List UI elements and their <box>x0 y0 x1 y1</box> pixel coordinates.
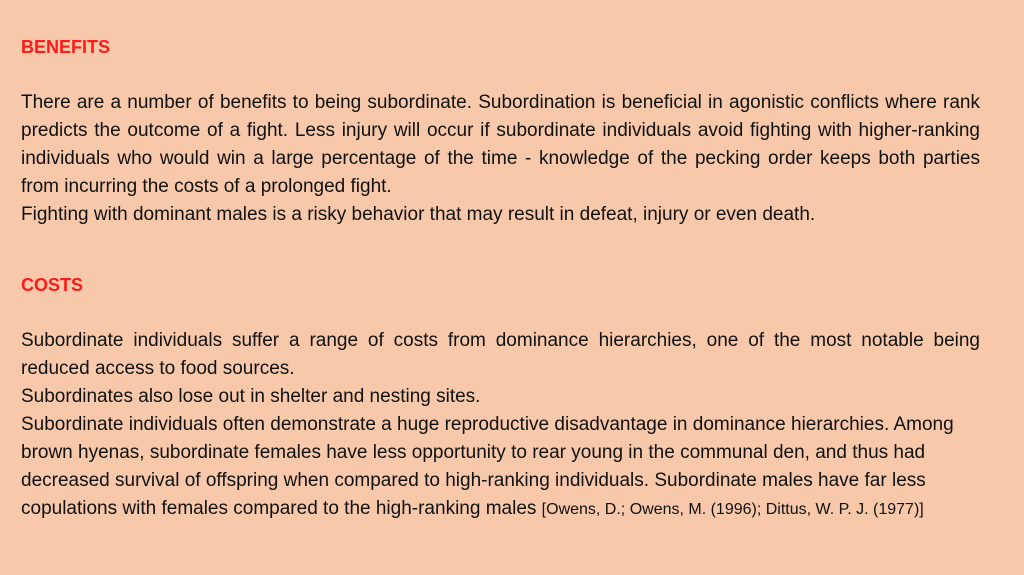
costs-heading: COSTS <box>21 275 84 295</box>
spacer <box>21 61 980 89</box>
spacer <box>21 229 980 271</box>
costs-paragraph-3 <box>21 411 980 524</box>
benefits-paragraph-1: There are a number of benefits to being subordinate. Subordination is beneficial in agonistic conflicts where rank predicts the outcome of a fight. Less injury will occur if subordinate individuals avoid fighting with higher-ranking individuals who would win a large percentage of the time - knowledge of the pecking order keeps both parties from incurring the costs of a prolonged fight. <box>21 92 980 197</box>
spacer <box>21 299 980 327</box>
benefits-paragraph-2: Fighting with dominant males is a risky behavior that may result in defeat, injury or even death. <box>21 204 816 225</box>
costs-paragraph-2: Subordinates also lose out in shelter and nesting sites. <box>21 386 481 407</box>
citation: [Owens, D.; Owens, M. (1996); Dittus, W. P. J. (1977)] <box>541 501 924 518</box>
costs-paragraph-1: Subordinate individuals suffer a range of costs from dominance hierarchies, one of the most notable being reduced access to food sources. <box>21 330 980 379</box>
costs-paragraph-3-text: Subordinate individuals often demonstrate a huge reproductive disadvantage in dominance hierarchies. Among brown hyenas, subordinate females have less opportunity to rear young in the communal den, and thus had decreased survival of offspring when compared to high-ranking individuals. Subordinate males have far less copulations with females compared to the high-ranking males <box>21 414 954 519</box>
benefits-heading: BENEFITS <box>21 37 111 57</box>
